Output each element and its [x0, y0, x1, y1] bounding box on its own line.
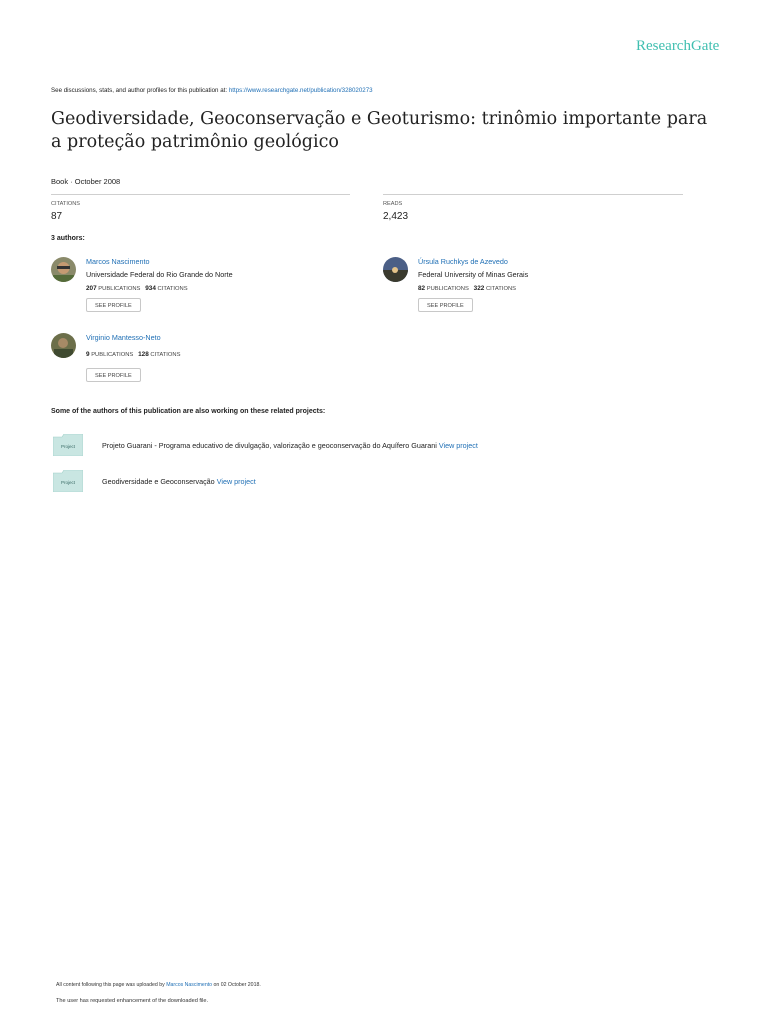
upload-note — [56, 982, 261, 988]
author-stats — [86, 285, 188, 292]
project-folder-icon[interactable] — [53, 434, 83, 456]
project-icon-label: Project — [61, 480, 76, 485]
avatar[interactable] — [383, 257, 408, 282]
author-photo-icon — [51, 333, 76, 358]
author-publications-count: 9 — [86, 351, 90, 358]
author-citations-count: 128 — [138, 351, 149, 358]
author-publications-count: 82 — [418, 285, 426, 292]
related-projects-heading: Some of the authors of this publication are also working on these related projects: — [51, 408, 326, 415]
publication-type-date: Book · October 2008 — [51, 177, 121, 186]
author-citations-label: CITATIONS — [485, 286, 517, 292]
author-citations-label: CITATIONS — [157, 286, 188, 292]
enhancement-note: The user has requested enhancement of the downloaded file. — [56, 998, 209, 1004]
uploader-link[interactable]: Marcos Nascimento — [166, 982, 213, 988]
avatar[interactable] — [51, 333, 76, 358]
discussion-line — [51, 87, 373, 94]
project-title: Projeto Guarani - Programa educativo de divulgação, valorização e geoconservação do Aquífero Guarani — [102, 441, 437, 450]
author-publications-label: PUBLICATIONS — [426, 286, 469, 292]
author-citations-label: CITATIONS — [150, 352, 181, 358]
citations-label: CITATIONS — [51, 201, 81, 207]
citations-divider — [51, 194, 350, 195]
discussion-prefix: See discussions, stats, and author profiles for this publication at: — [51, 87, 228, 94]
author-card-virginio — [51, 333, 351, 395]
author-publications-label: PUBLICATIONS — [98, 286, 141, 292]
project-item — [102, 441, 478, 450]
citations-value: 87 — [51, 211, 63, 222]
see-profile-button[interactable]: SEE PROFILE — [86, 298, 141, 312]
project-icon-label: Project — [61, 444, 76, 449]
reads-label: READS — [383, 201, 403, 207]
author-stats — [86, 351, 180, 358]
author-institution: Federal University of Minas Gerais — [418, 270, 529, 279]
author-name-link[interactable]: Virginio Mantesso-Neto — [86, 333, 161, 342]
avatar[interactable] — [51, 257, 76, 282]
see-profile-button[interactable]: SEE PROFILE — [86, 368, 141, 382]
author-institution: Universidade Federal do Rio Grande do Norte — [86, 270, 233, 279]
author-name-link[interactable]: Marcos Nascimento — [86, 257, 150, 266]
author-citations-count: 322 — [473, 285, 485, 292]
upload-suffix: on 02 October 2018. — [213, 982, 261, 988]
upload-prefix: All content following this page was uploaded by — [56, 982, 165, 988]
reads-value: 2,423 — [383, 211, 409, 222]
see-profile-button[interactable]: SEE PROFILE — [418, 298, 473, 312]
project-title: Geodiversidade e Geoconservação — [102, 477, 215, 486]
author-photo-icon — [51, 257, 76, 282]
author-name-link[interactable]: Úrsula Ruchkys de Azevedo — [418, 257, 508, 266]
researchgate-logo[interactable]: ResearchGate — [636, 38, 720, 54]
view-project-link[interactable]: View project — [438, 441, 478, 450]
publication-url-link[interactable]: https://www.researchgate.net/publication/328020273 — [228, 87, 373, 94]
project-folder-icon[interactable] — [53, 470, 83, 492]
author-card-ursula — [383, 257, 683, 319]
publication-title: Geodiversidade, Geoconservação e Geoturismo: trinômio importante para a proteção patrimônio geológico — [51, 109, 708, 152]
author-card-marcos — [51, 257, 351, 319]
authors-heading: 3 authors: — [51, 235, 85, 242]
reads-divider — [383, 194, 683, 195]
author-citations-count: 934 — [145, 285, 156, 292]
author-photo-icon — [383, 257, 408, 282]
view-project-link[interactable]: View project — [216, 477, 256, 486]
author-publications-count: 207 — [86, 285, 97, 292]
author-stats — [418, 285, 516, 292]
author-publications-label: PUBLICATIONS — [91, 352, 134, 358]
project-item — [102, 477, 256, 486]
